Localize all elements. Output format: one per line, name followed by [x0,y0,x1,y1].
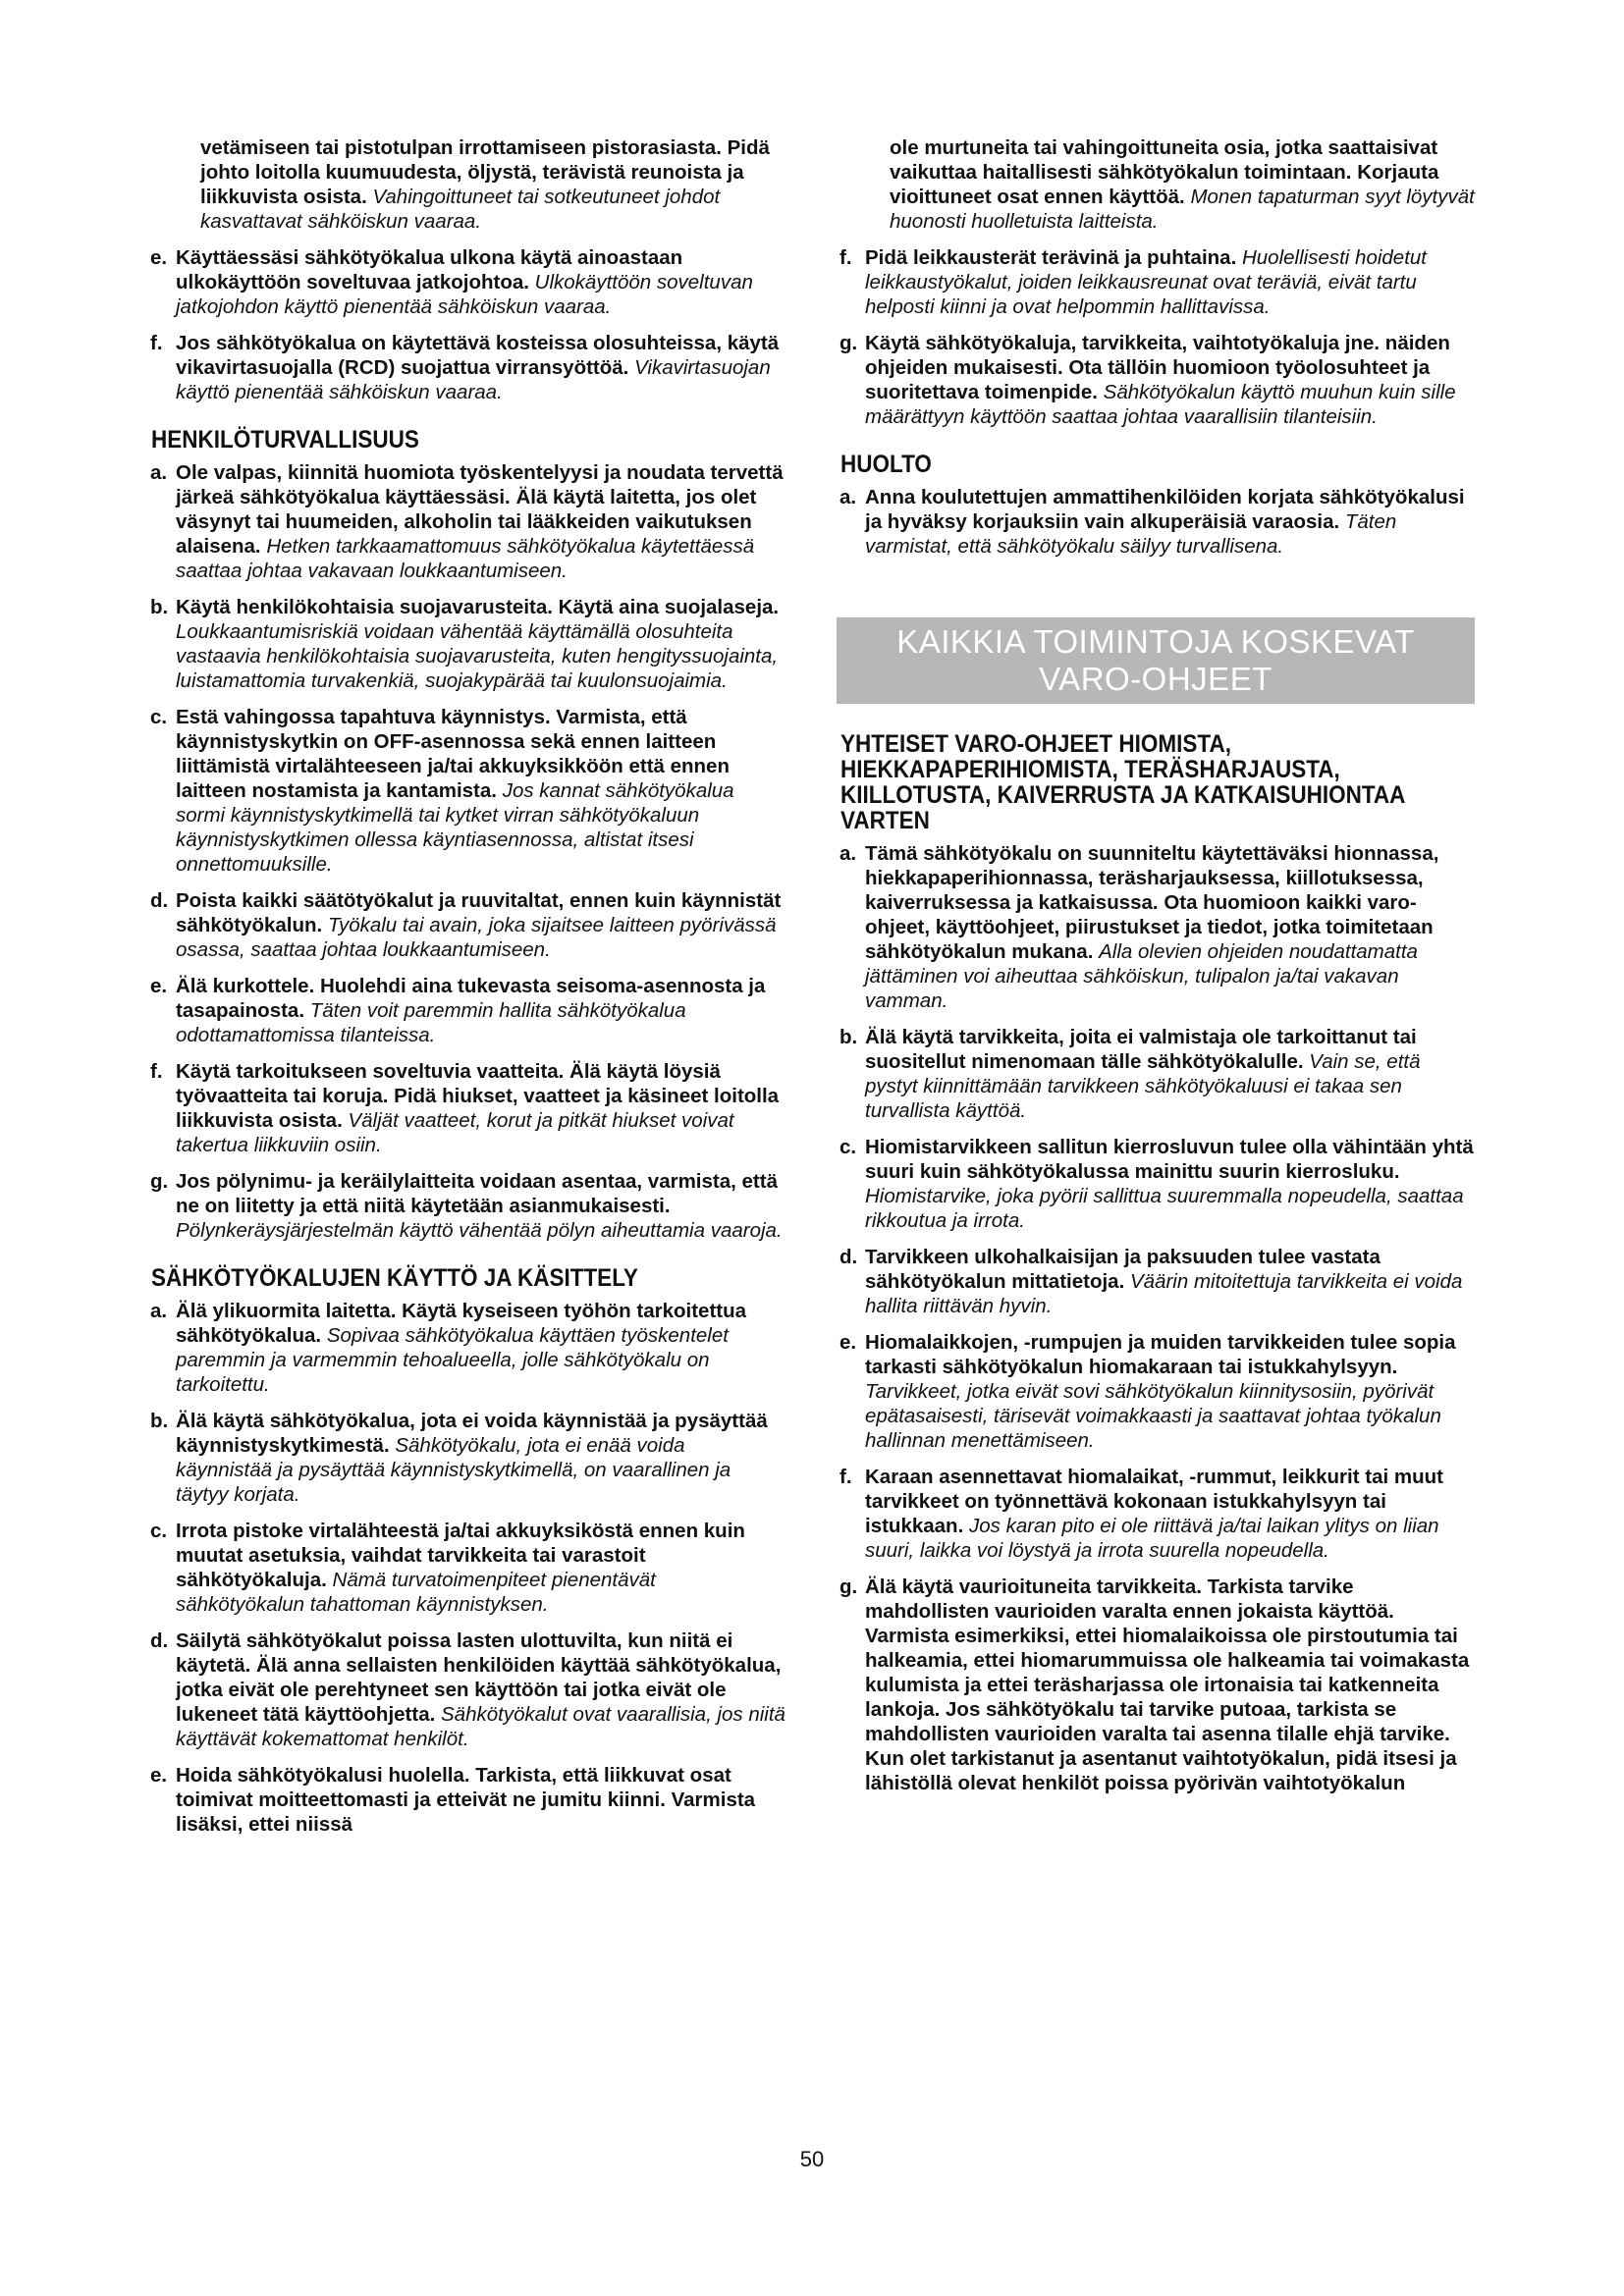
item-letter: d. [839,1246,858,1268]
item-explanation: Ulkokäyttöön soveltuvan jatkojohdon käyttö pienentää sähköiskun vaaraa. [176,271,753,318]
item-instruction: Hiomalaikkojen, -rumpujen ja muiden tarvikkeiden tulee sopia tarkasti sähkötyökalun hiomakaraan tai istukkahylsyyn. [865,1331,1456,1378]
right-column [837,135,1475,1807]
section-heading-tool-use: SÄHKÖTYÖKALUJEN KÄYTTÖ JA KÄSITTELY [151,1264,638,1292]
item-explanation: Pölynkeräysjärjestelmän käyttö vähentää pölyn aiheuttamia vaaroja. [176,1219,783,1242]
list-item [837,1245,1475,1318]
banner-line-1: KAIKKIA TOIMINTOJA KOSKEVAT [896,623,1415,660]
intro-left-bold: vetämiseen tai pistotulpan irrottamiseen pistorasiasta. Pidä johto loitolla kuumuudesta, öljystä, terävistä reunoista ja liikkuvista osista. [200,136,770,208]
item-instruction: Älä käytä sähkötyökalua, jota ei voida käynnistää ja pysäyttää käynnistyskytkimestä. [176,1410,768,1457]
item-explanation: Nämä turvatoimenpiteet pienentävät sähkötyökalun tahattoman käynnistyksen. [176,1569,656,1616]
item-letter: a. [150,461,168,484]
item-instruction: Käytä henkilökohtaisia suojavarusteita. Käytä aina suojalaseja. [176,596,780,618]
item-instruction: Pidä leikkausterät terävinä ja puhtaina. [865,246,1237,269]
item-instruction: Jos sähkötyökalua on käytettävä kosteissa olosuhteissa, käytä vikavirtasuojalla (RCD) suojattua virransyöttöä. [176,332,780,379]
item-letter: e. [150,1764,168,1787]
common-warnings-list [837,841,1475,1795]
item-letter: a. [839,842,857,865]
item-explanation: Loukkaantumisriskiä voidaan vähentää käyttämällä olosuhteita vastaavia henkilökohtaisia suojavarusteita, kuten hengityssuojainta, luistamattomia turvakenkiä, suojakypärää tai kuulonsuojaimia. [176,620,779,692]
item-explanation: Jos karan pito ei ole riittävä ja/tai laikan ylitys on liian suuri, laikka voi löystyä ja irrota suurella nopeudella. [865,1515,1439,1562]
item-explanation: Tarvikkeet, jotka eivät sovi sähkötyökalun kiinnitysosiin, pyörivät epätasaisesti, tärisevät voimakkaasti ja saattavat johtaa työkalun hallinnan menettämiseen. [865,1380,1441,1452]
banner-line-2: VARO-OHJEET [1039,661,1272,697]
personal-safety-list [147,460,785,1243]
intro-right-bold: ole murtuneita tai vahingoittuneita osia, jotka saattaisivat vaikuttaa haitallisesti sähkötyökalun toimintaan. Korjauta vioittuneet osat ennen käyttöä. [890,136,1439,208]
item-explanation: Jos kannat sähkötyökalua sormi käynnistyskytkimellä tai kytket virran sähkötyökaluun käynnistyskytkimen ollessa käyntiasennossa, altistat itsesi onnettomuuksille. [176,779,734,876]
item-instruction: Älä ylikuormita laitetta. Käytä kyseiseen työhön tarkoitettua sähkötyökalua. [176,1300,747,1347]
item-letter: f. [839,246,852,269]
item-explanation: Vikavirtasuojan käyttö pienentää sähköiskun vaaraa. [176,356,771,403]
item-explanation: Hetken tarkkaamattomuus sähkötyökalua käytettäessä saattaa johtaa vakavaan loukkaantumiseen. [176,535,755,582]
service-list [837,485,1475,559]
list-item [147,888,785,962]
list-item [837,1135,1475,1233]
list-item [837,1465,1475,1563]
item-letter: c. [150,706,168,728]
item-letter: f. [150,332,163,354]
list-item [837,1025,1475,1123]
list-item [147,1299,785,1397]
list-item [837,331,1475,429]
item-instruction: Säilytä sähkötyökalut poissa lasten ulottuvilta, kun niitä ei käytetä. Älä anna sellaisten henkilöiden käyttää sähkötyökalua, jotka eivät ole perehtyneet sen käyttöön tai jotka eivät ole lukeneet tätä käyttöohjetta. [176,1629,782,1726]
list-item [147,1169,785,1243]
section-heading-service: HUOLTO [840,451,932,478]
common-heading-line: YHTEISET VARO-OHJEET HIOMISTA, [840,730,1231,758]
list-item [837,841,1475,1013]
list-item [147,331,785,404]
item-instruction: Anna koulutettujen ammattihenkilöiden korjata sähkötyökalusi ja hyväksy korjauksiin vain alkuperäisiä varaosia. [865,486,1465,533]
item-letter: a. [150,1300,168,1322]
item-instruction: Irrota pistoke virtalähteestä ja/tai akkuyksiköstä ennen kuin muutat asetuksia, vaihdat tarvikkeita tai varastoit sähkötyökaluja. [176,1520,745,1591]
item-instruction: Käytä tarkoitukseen soveltuvia vaatteita. Älä käytä löysiä työvaatteita tai koruja. Pidä hiukset, vaatteet ja käsineet loitolla liikkuvista osista. [176,1060,780,1132]
item-instruction: Älä käytä vaurioituneita tarvikkeita. Tarkista tarvike mahdollisten vaurioiden varalta ennen jokaista käyttöä. Varmista esimerkiksi, ettei hiomalaikoissa ole pirstoutumia tai halkeamia, ettei hiomarummuissa ole halkeamia tai voimakasta kulumista ja ettei teräsharjassa ole irtonaisia tai katkenneita lankoja. Jos sähkötyökalu tai tarvike putoaa, tarkista se mahdollisten vaurioiden varalta tai asenna tilalle ehjä tarvike. Kun olet tarkistanut ja asentanut vaihtotyökalun, pidä itsesi ja lähistöllä olevat henkilöt poissa pyörivän vaihtotyökalun [865,1575,1470,1794]
item-letter: g. [150,1170,169,1193]
item-letter: e. [150,975,168,997]
list-item [837,1330,1475,1453]
item-explanation: Väärin mitoitettuja tarvikkeita ei voida hallita riittävän hyvin. [865,1270,1463,1317]
common-heading-line: KIILLOTUSTA, KAIVERRUSTA JA KATKAISUHIONTAA [840,781,1406,809]
item-explanation: Vain se, että pystyt kiinnittämään tarvikkeen sähkötyökaluusi ei takaa sen turvallista käyttöä. [865,1050,1421,1122]
item-instruction: Karaan asennettavat hiomalaikat, -rummut, leikkurit tai muut tarvikkeet on työnnettävä kokonaan istukkahylsyyn tai istukkaan. [865,1466,1443,1537]
item-explanation: Täten voit paremmin hallita sähkötyökalua odottamattomissa tilanteissa. [176,999,686,1046]
item-instruction: Älä kurkottele. Huolehdi aina tukevasta seisoma-asennosta ja tasapainosta. [176,975,766,1022]
common-heading-line: HIEKKAPAPERIHIOMISTA, TERÄSHARJAUSTA, [840,756,1340,783]
item-explanation: Väljät vaatteet, korut ja pitkät hiukset voivat takertua liikkuviin osiin. [176,1109,734,1156]
page-number: 50 [799,2147,825,2171]
item-instruction: Hiomistarvikkeen sallitun kierrosluvun tulee olla vähintään yhtä suuri kuin sähkötyökalussa mainittu suurin kierrosluku. [865,1136,1474,1183]
item-letter: e. [150,246,168,269]
list-item [147,460,785,583]
item-instruction: Jos pölynimu- ja keräilylaitteita voidaan asentaa, varmista, että ne on liitetty ja että niitä käytetään asianmukaisesti. [176,1170,778,1217]
item-letter: b. [150,596,169,618]
intro-paragraph-left [147,135,785,234]
item-instruction: Älä käytä tarvikkeita, joita ei valmistaja ole tarkoittanut tai suositellut nimenomaan tälle sähkötyökalulle. [865,1026,1417,1073]
item-explanation: Täten varmistat, että sähkötyökalu säilyy turvallisena. [865,510,1397,558]
item-instruction: Estä vahingossa tapahtuva käynnistys. Varmista, että käynnistyskytkin on OFF-asennossa sekä ennen laitteen liittämistä virtalähteeseen ja/tai akkuyksikköön että ennen laitteen nostamista ja kantamista. [176,706,730,802]
list-item [147,1763,785,1837]
warnings-banner [837,617,1475,704]
item-instruction: Hoida sähkötyökalusi huolella. Tarkista, että liikkuvat osat toimivat moitteettomasti ja etteivät ne jumitu kiinni. Varmista lisäksi, ettei niissä [176,1764,756,1836]
list-item [147,1629,785,1751]
item-explanation: Sähkötyökalu, jota ei enää voida käynnistää ja pysäyttää käynnistyskytkimellä, on vaarallinen ja täytyy korjata. [176,1434,731,1506]
common-heading-line: VARTEN [840,807,930,834]
tool-use-list [147,1299,785,1837]
list-item [837,245,1475,319]
item-instruction: Poista kaikki säätötyökalut ja ruuvitaltat, ennen kuin käynnistät sähkötyökalun. [176,889,782,936]
section-heading-common-warnings [840,731,1411,833]
item-instruction: Ole valpas, kiinnitä huomiota työskentelyysi ja noudata tervettä järkeä sähkötyökalua käyttäessäsi. Älä käytä laitetta, jos olet väsynyt tai huumeiden, alkoholin tai lääkkeiden vaikutuksen alaisena. [176,461,784,558]
intro-paragraph-right [837,135,1475,234]
item-instruction: Käytä sähkötyökaluja, tarvikkeita, vaihtotyökaluja jne. näiden ohjeiden mukaisesti. Ota tällöin huomioon työolosuhteet ja suoritettava toimenpide. [865,332,1450,403]
item-explanation: Työkalu tai avain, joka sijaitsee laitteen pyörivässä osassa, saattaa johtaa loukkaantumiseen. [176,914,777,961]
item-explanation: Huolellisesti hoidetut leikkaustyökalut, joiden leikkausreunat ovat teräviä, eivät tartu helposti kiinni ja ovat helpommin hallittavissa. [865,246,1427,318]
list-item [147,245,785,319]
item-instruction: Tämä sähkötyökalu on suunniteltu käytettäväksi hionnassa, hiekkapaperihionnassa, teräsharjauksessa, kiillotuksessa, kaiverruksessa ja katkaisussa. Ota huomioon kaikki varo-ohjeet, käyttöohjeet, piirustukset ja tiedot, jotka toimitetaan sähkötyökalun mukana. [865,842,1439,963]
item-instruction: Käyttäessäsi sähkötyökalua ulkona käytä ainoastaan ulkokäyttöön soveltuvaa jatkojohtoa. [176,246,683,294]
item-explanation: Sopivaa sähkötyökalua käyttäen työskentelet paremmin ja varmemmin tehoalueella, jolle sähkötyökalu on tarkoitettu. [176,1324,729,1396]
list-item [147,1059,785,1157]
item-explanation: Alla olevien ohjeiden noudattamatta jättäminen voi aiheuttaa sähköiskun, tulipalon ja/tai vakavan vamman. [865,940,1418,1012]
item-explanation: Sähkötyökalun käyttö muuhun kuin sille määrättyyn käyttöön saattaa johtaa vaarallisiin tilanteisiin. [865,381,1456,428]
right-items-top [837,245,1475,429]
item-letter: d. [150,1629,169,1652]
section-heading-personal-safety: HENKILÖTURVALLISUUS [151,426,419,454]
item-letter: f. [150,1060,163,1083]
list-item [837,1575,1475,1795]
list-item [147,974,785,1047]
item-letter: b. [839,1026,858,1048]
item-letter: e. [839,1331,857,1354]
left-items-top [147,245,785,404]
item-explanation: Hiomistarvike, joka pyörii sallittua suuremmalla nopeudella, saattaa rikkoutua ja irrota. [865,1185,1464,1232]
item-letter: c. [839,1136,857,1158]
item-letter: b. [150,1410,169,1432]
left-column [147,135,785,1848]
item-letter: f. [839,1466,852,1488]
list-item [147,705,785,877]
item-explanation: Sähkötyökalut ovat vaarallisia, jos niitä käyttävät kokemattomat henkilöt. [176,1703,785,1750]
item-letter: g. [839,1575,858,1598]
list-item [147,1409,785,1507]
list-item [147,1519,785,1617]
item-letter: c. [150,1520,168,1542]
intro-left-italic: Vahingoittuneet tai sotkeutuneet johdot kasvattavat sähköiskun vaaraa. [200,186,721,233]
item-letter: a. [839,486,857,508]
item-instruction: Tarvikkeen ulkohalkaisijan ja paksuuden tulee vastata sähkötyökalun mittatietoja. [865,1246,1380,1293]
list-item [147,595,785,693]
intro-right-italic: Monen tapaturman syyt löytyvät huonosti huolletuista laitteista. [890,186,1475,233]
item-letter: g. [839,332,858,354]
list-item [837,485,1475,559]
item-letter: d. [150,889,169,912]
